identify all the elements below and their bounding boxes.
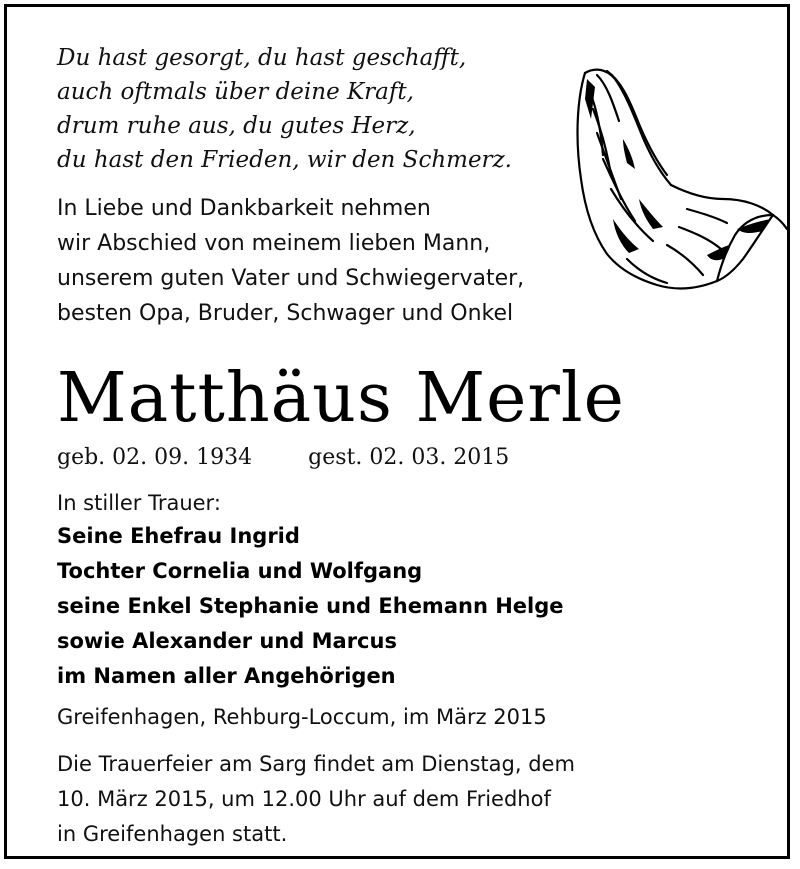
life-dates <box>57 443 509 473</box>
mourner-line: seine Enkel Stephanie und Ehemann Helge <box>57 594 564 618</box>
mourner-line: Seine Ehefrau Ingrid <box>57 524 300 548</box>
mourning-lead: In stiller Trauer: <box>57 491 221 515</box>
intro-line: unserem guten Vater und Schwiegervater, <box>57 266 525 291</box>
intro-line: besten Opa, Bruder, Schwager und Onkel <box>57 301 514 326</box>
mourner-line: sowie Alexander und Marcus <box>57 629 397 653</box>
birth-date: geb. 02. 09. 1934 <box>57 445 253 470</box>
intro-text <box>57 191 524 331</box>
mourner-line: im Namen aller Angehörigen <box>57 664 396 688</box>
intro-line: wir Abschied von meinem lieben Mann, <box>57 231 491 256</box>
service-line: in Greifenhagen statt. <box>57 822 288 846</box>
poem-line: du hast den Frieden, wir den Schmerz. <box>57 147 512 173</box>
poem-line: auch oftmals über deine Kraft, <box>57 79 414 105</box>
mourner-line: Tochter Cornelia und Wolfgang <box>57 559 423 583</box>
poem-line: Du hast gesorgt, du hast geschafft, <box>57 45 467 71</box>
death-date: gest. 02. 03. 2015 <box>308 445 510 470</box>
poem-line: drum ruhe aus, du gutes Herz, <box>57 113 416 139</box>
funeral-service-info <box>57 747 575 852</box>
service-line: Die Trauerfeier am Sarg findet am Dienstag, dem <box>57 752 575 776</box>
intro-line: In Liebe und Dankbarkeit nehmen <box>57 196 431 221</box>
obituary-frame <box>4 4 790 859</box>
mourners-list <box>57 519 564 694</box>
poem <box>57 41 512 177</box>
praying-hands-icon <box>567 59 792 299</box>
service-line: 10. März 2015, um 12.00 Uhr auf dem Friedhof <box>57 787 551 811</box>
place-and-date: Greifenhagen, Rehburg-Loccum, im März 2015 <box>57 705 547 729</box>
deceased-name: Matthäus Merle <box>57 359 625 438</box>
